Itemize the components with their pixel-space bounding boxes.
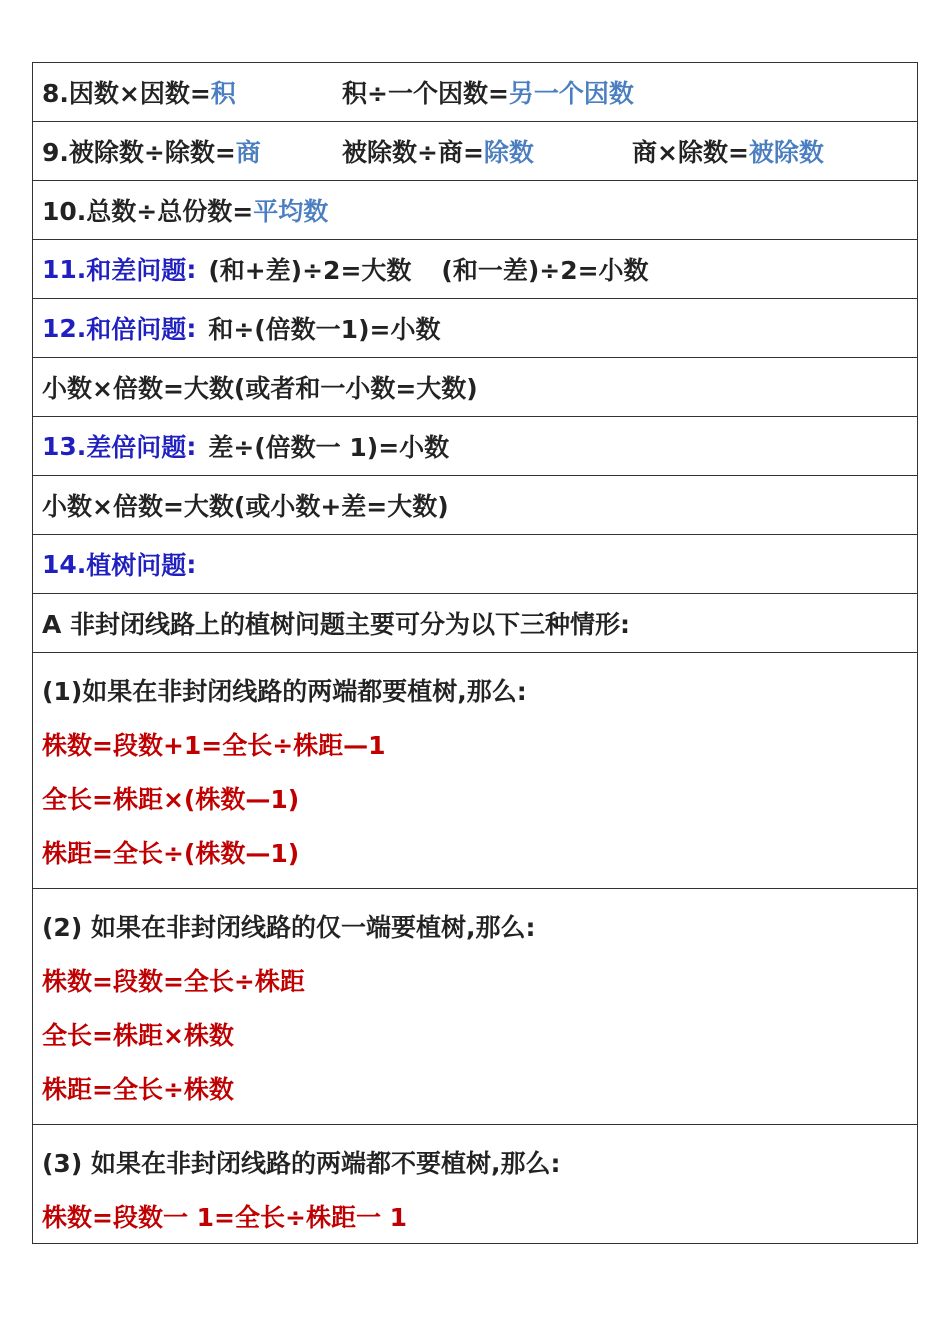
formula: 株距=全长÷(株数—1) [42,839,300,868]
row-12b [33,358,917,417]
section-title: 和倍问题 [86,315,187,344]
formula: 株数=段数一 1=全长÷株距一 1 [42,1203,408,1232]
highlight: 积 [210,79,236,108]
text: 被除数÷商= [342,138,484,167]
text: 8.因数×因数= [42,79,211,108]
case-heading: (1)如果在非封闭线路的两端都要植树,那么: [42,677,527,706]
highlight: 被除数 [748,138,824,167]
row-13 [33,417,917,476]
formula: 株数=段数+1=全长÷株距—1 [42,731,386,760]
formula: 株距=全长÷株数 [42,1075,234,1104]
colon: : [186,313,197,343]
section-number: 11. [42,254,87,284]
formula: (和+差)÷2=大数 [208,256,412,285]
row-9 [33,122,917,181]
row-13b [33,476,917,535]
formula: 小数×倍数=大数(或小数+差=大数) [42,492,449,521]
section-number: 13. [42,431,87,461]
colon: : [186,254,197,284]
section-title: 和差问题 [86,256,187,285]
section-number: 12. [42,313,87,343]
intro-text: A 非封闭线路上的植树问题主要可分为以下三种情形: [42,610,631,639]
case-heading: (3) 如果在非封闭线路的两端都不要植树,那么: [42,1149,561,1178]
formula: 小数×倍数=大数(或者和一小数=大数) [42,374,478,403]
colon: : [186,431,197,461]
highlight: 平均数 [253,197,329,226]
formula: 全长=株距×株数 [42,1021,234,1050]
highlight: 除数 [483,138,534,167]
row-8 [33,63,917,122]
row-10 [33,181,917,240]
formula: 株数=段数=全长÷株距 [42,967,305,996]
row-14 [33,535,917,594]
section-number: 14. [42,549,87,579]
text: 9.被除数÷除数= [42,138,236,167]
section-title: 植树问题 [86,551,187,580]
formula: 差÷(倍数一 1)=小数 [208,433,450,462]
text: 商×除数= [632,138,749,167]
formula-table [32,62,918,1244]
formula: (和一差)÷2=小数 [441,256,649,285]
row-12 [33,299,917,358]
text: 积÷一个因数= [342,79,509,108]
text: 10.总数÷总份数= [42,197,254,226]
highlight: 另一个因数 [508,79,634,108]
case-2 [33,889,917,1125]
highlight: 商 [235,138,261,167]
colon: : [186,549,197,579]
case-heading: (2) 如果在非封闭线路的仅一端要植树,那么: [42,913,536,942]
formula: 和÷(倍数一1)=小数 [208,315,441,344]
section-title: 差倍问题 [86,433,187,462]
row-11 [33,240,917,299]
case-3 [33,1125,917,1244]
case-1 [33,653,917,889]
formula: 全长=株距×(株数—1) [42,785,300,814]
row-a [33,594,917,653]
